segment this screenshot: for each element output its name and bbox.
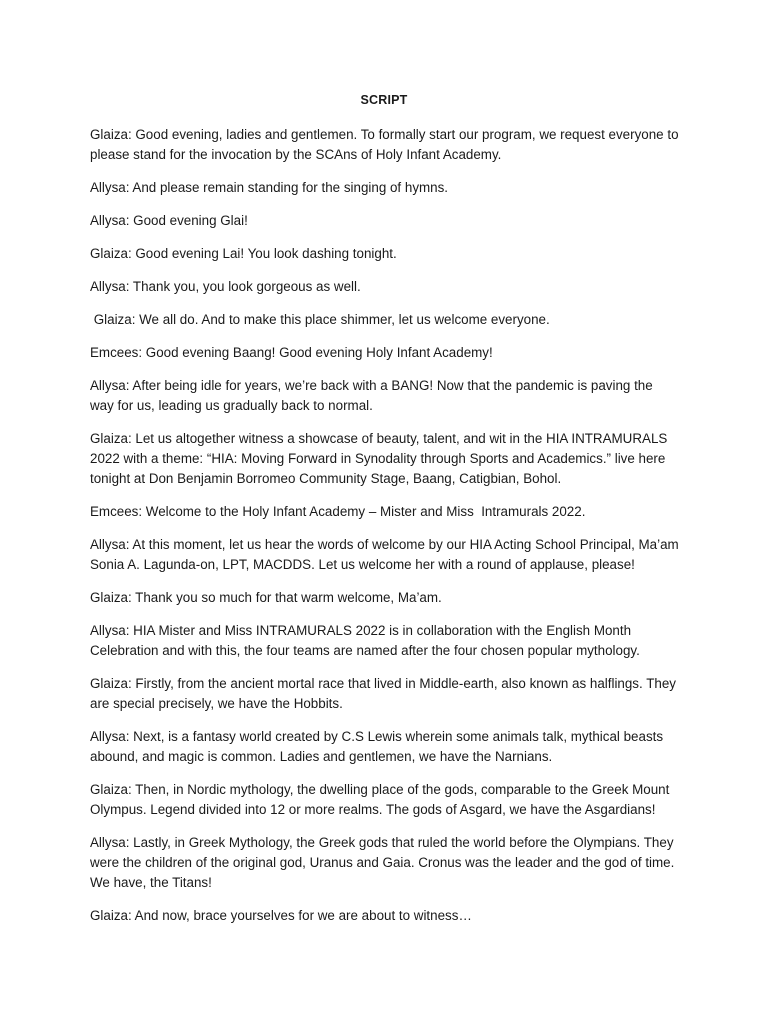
script-line-17: Allysa: Lastly, in Greek Mythology, the Greek gods that ruled the world before the Olympians. They were the children of the original god, Uranus and Gaia. Cronus was the leader and the god of time. We have, the Titans! (90, 835, 675, 890)
script-line-2: Allysa: And please remain standing for the singing of hymns. (90, 180, 449, 195)
script-line-5: Allysa: Thank you, you look gorgeous as well. (90, 279, 361, 294)
script-line-11: Allysa: At this moment, let us hear the words of welcome by our HIA Acting School Principal, Ma’am Sonia A. Lagunda-on, LPT, MACDDS. Let us welcome her with a round of applause, please! (90, 537, 679, 572)
document-body (90, 125, 680, 939)
script-line-18: Glaiza: And now, brace yourselves for we are about to witness… (90, 908, 472, 923)
script-line-9: Glaiza: Let us altogether witness a showcase of beauty, talent, and wit in the HIA INTRAMURALS 2022 with a theme: “HIA: Moving Forward in Synodality through Sports and Academics.” live here tonight at Don Benjamin Borromeo Community Stage, Baang, Catigbian, Bohol. (90, 431, 668, 486)
script-line-12: Glaiza: Thank you so much for that warm welcome, Ma’am. (90, 590, 442, 605)
document-title: SCRIPT (360, 93, 408, 107)
script-line-1: Glaiza: Good evening, ladies and gentlemen. To formally start our program, we request everyone to please stand for the invocation by the SCAns of Holy Infant Academy. (90, 127, 679, 162)
script-line-6: Glaiza: We all do. And to make this place shimmer, let us welcome everyone. (90, 312, 550, 327)
script-line-8: Allysa: After being idle for years, we’re back with a BANG! Now that the pandemic is paving the way for us, leading us gradually back to normal. (90, 378, 653, 413)
script-line-16: Glaiza: Then, in Nordic mythology, the dwelling place of the gods, comparable to the Greek Mount Olympus. Legend divided into 12 or more realms. The gods of Asgard, we have the Asgardians! (90, 782, 670, 817)
script-line-10: Emcees: Welcome to the Holy Infant Academy – Mister and Miss Intramurals 2022. (90, 504, 586, 519)
script-line-3: Allysa: Good evening Glai! (90, 213, 248, 228)
script-line-14: Glaiza: Firstly, from the ancient mortal race that lived in Middle-earth, also known as halflings. They are special precisely, we have the Hobbits. (90, 676, 676, 711)
script-line-7: Emcees: Good evening Baang! Good evening Holy Infant Academy! (90, 345, 493, 360)
script-line-4: Glaiza: Good evening Lai! You look dashing tonight. (90, 246, 397, 261)
script-line-15: Allysa: Next, is a fantasy world created by C.S Lewis wherein some animals talk, mythical beasts abound, and magic is common. Ladies and gentlemen, we have the Narnians. (90, 729, 664, 764)
script-line-13: Allysa: HIA Mister and Miss INTRAMURALS 2022 is in collaboration with the English Month Celebration and with this, the four teams are named after the four chosen popular mythology. (90, 623, 640, 658)
